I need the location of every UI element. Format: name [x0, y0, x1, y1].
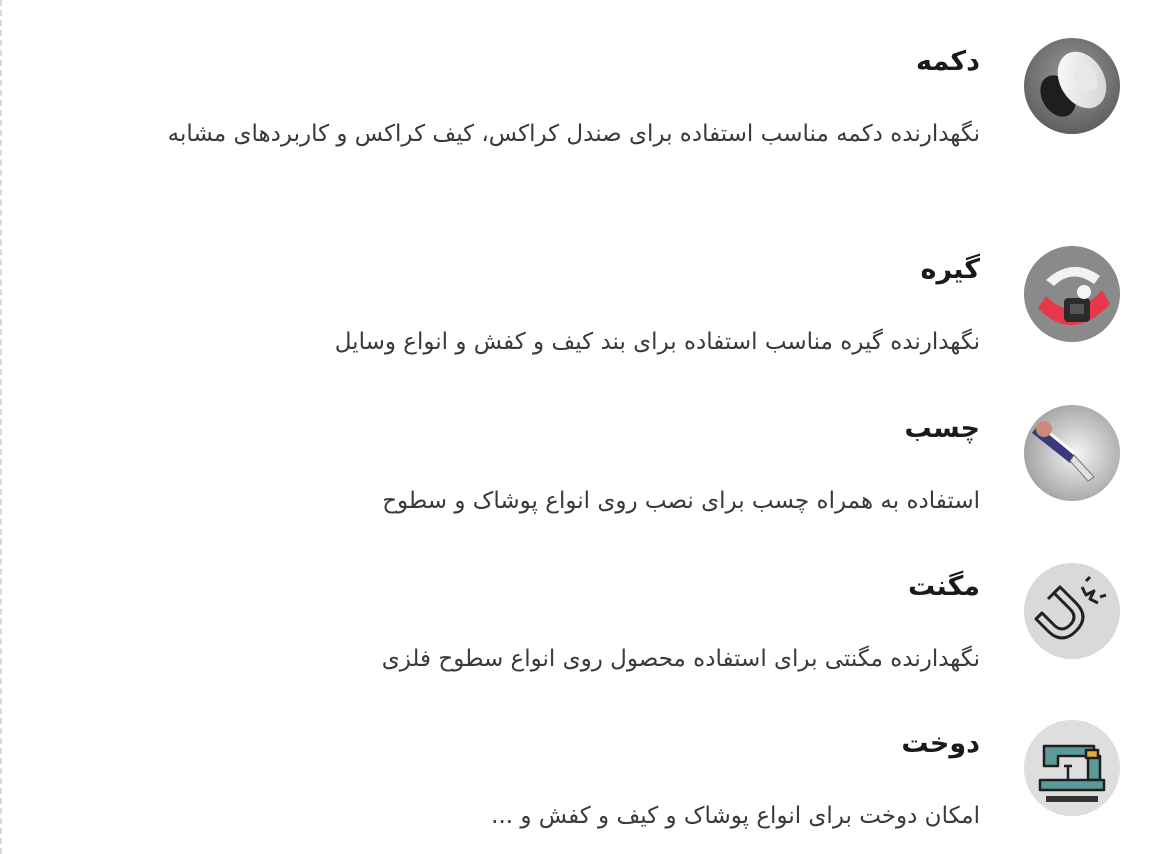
- feature-description: نگهدارنده مگنتی برای استفاده محصول روی انواع سطوح فلزی: [381, 646, 980, 672]
- feature-description: امکان دوخت برای انواع پوشاک و کیف و کفش و ...: [491, 803, 980, 829]
- feature-item-sewing: [40, 720, 1120, 854]
- feature-item-clip: [40, 246, 1120, 406]
- feature-title: دکمه: [915, 46, 980, 77]
- feature-title: گیره: [920, 254, 980, 285]
- feature-title: دوخت: [901, 728, 980, 759]
- glue-photo-icon: [1024, 405, 1120, 501]
- magnet-icon: [1024, 563, 1120, 659]
- sewing-machine-icon: [1024, 720, 1120, 816]
- feature-description: نگهدارنده گیره مناسب استفاده برای بند کیف و کفش و انواع وسایل: [334, 329, 980, 355]
- clip-photo-icon: [1024, 246, 1120, 342]
- feature-item-glue: [40, 405, 1120, 565]
- feature-item-button: [40, 38, 1120, 198]
- feature-title: مگنت: [907, 571, 980, 602]
- feature-description: نگهدارنده دکمه مناسب استفاده برای صندل کراکس، کیف کراکس و کاربردهای مشابه: [167, 121, 980, 147]
- feature-item-magnet: [40, 563, 1120, 723]
- feature-description: استفاده به همراه چسب برای نصب روی انواع پوشاک و سطوح: [382, 488, 980, 514]
- feature-title: چسب: [904, 413, 980, 444]
- button-photo-icon: [1024, 38, 1120, 134]
